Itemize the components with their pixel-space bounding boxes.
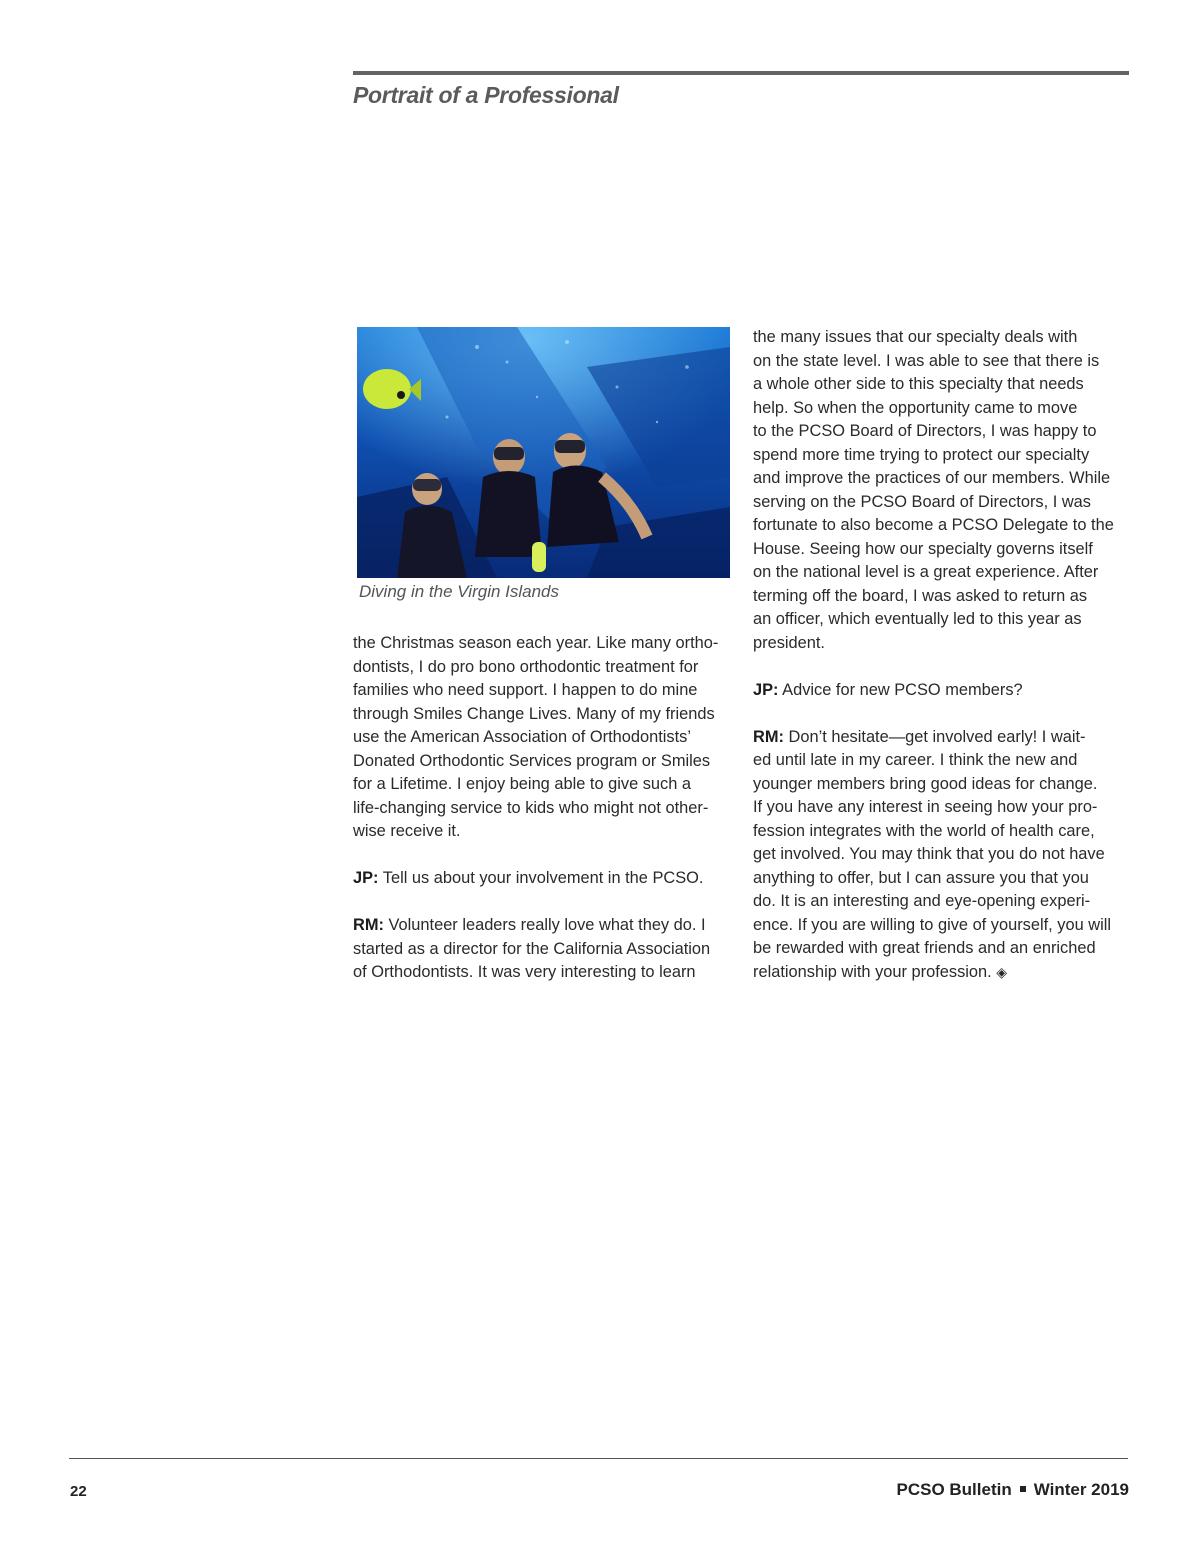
article-column-right [753, 326, 1131, 984]
footer-rule [69, 1458, 1128, 1459]
interview-answer [753, 726, 1131, 985]
speaker-label: RM: [353, 916, 384, 934]
end-of-article-icon: ◈ [996, 963, 1008, 980]
answer-text: Don’t hesitate—get involved early! I wait- ed until late in my career. I think the new and younger members bring good ideas for change. If you have any interest in seeing how your pro- fession integrates with the world of health care, get involved. You may think that you do not have anything to offer, but I can assure you that you do. It is an interesting and eye-opening experi- ence. If you are willing to give of yourself, you will be rewarded with great friends and an enriched relationship with your profession. [753, 727, 1112, 981]
interview-answer [353, 914, 731, 985]
speaker-label: JP: [753, 680, 779, 699]
header-rule [353, 71, 1129, 75]
question-text: Tell us about your involvement in the PCSO. [378, 869, 704, 887]
article-paragraph: the many issues that our specialty deals with on the state level. I was able to see that there is a whole other side to this specialty that needs help. So when the opportunity came to move to the PCSO Board of Directors, I was happy to spend more time trying to protect our specialty and improve the practices of our members. While serving on the PCSO Board of Directors, I was fortunate to also become a PCSO Delegate to the House. Seeing how our specialty governs itself on the national level is a great experience. After terming off the board, I was asked to return as an officer, which eventually led to this year as president. [753, 328, 1114, 652]
article-column-left [353, 632, 731, 985]
square-separator-icon [1020, 1486, 1026, 1492]
issue-date: Winter 2019 [1033, 1480, 1129, 1499]
diving-photo [357, 327, 730, 578]
publication-name: PCSO Bulletin [896, 1480, 1012, 1499]
speaker-label: RM: [753, 727, 784, 746]
photo-caption: Diving in the Virgin Islands [359, 582, 560, 601]
running-footer [896, 1480, 1129, 1500]
interview-question [353, 867, 731, 891]
speaker-label: JP: [353, 869, 379, 887]
interview-question [753, 679, 1131, 703]
underwater-divers-image [357, 327, 730, 578]
question-text: Advice for new PCSO members? [778, 680, 1023, 699]
section-title: Portrait of a Professional [353, 82, 619, 108]
article-paragraph: the Christmas season each year. Like many ortho- dontists, I do pro bono orthodontic treatment for families who need support. I happen to do mine through Smiles Change Lives. Many of my friends use the American Association of Orthodontists’ Donated Orthodontic Services program or Smiles for a Lifetime. I enjoy being able to give such a life-changing service to kids who might not other- wise receive it. [353, 634, 719, 840]
page-number: 22 [70, 1483, 87, 1500]
answer-text: Volunteer leaders really love what they do. I started as a director for the California Association of Orthodontists. It was very interesting to learn [353, 916, 711, 981]
